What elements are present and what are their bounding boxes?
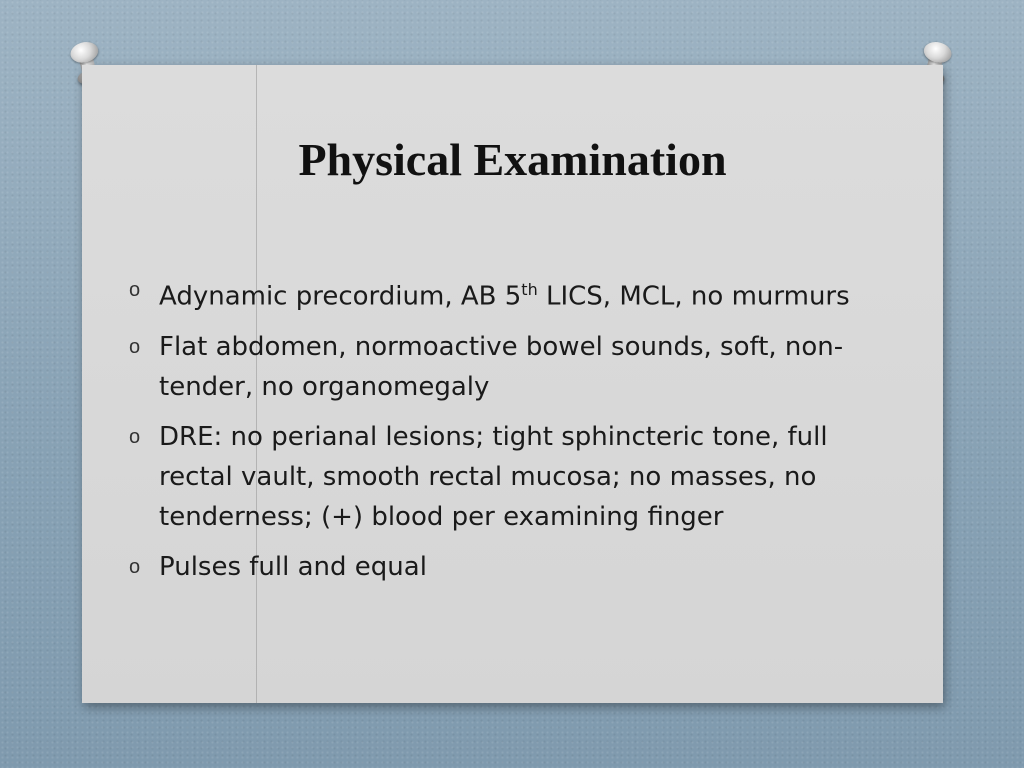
bullet-superscript: th <box>521 280 538 299</box>
bullet-marker: o <box>129 279 141 301</box>
pin-head <box>922 39 954 65</box>
bullet-text: Flat abdomen, normoactive bowel sounds, soft, non-tender, no organomegaly <box>159 331 844 402</box>
bullet-item-dre <box>125 417 885 537</box>
slide-title: Physical Examination <box>298 134 727 185</box>
bullet-marker: o <box>129 555 141 578</box>
bullet-text-after: LICS, MCL, no murmurs <box>537 281 850 312</box>
bullet-item-abdomen <box>125 327 885 407</box>
bullet-text: DRE: no perianal lesions; tight sphincteric tone, full rectal vault, smooth rectal mucosa; no masses, no tenderness; (+) blood per examining finger <box>159 421 828 532</box>
bullet-list <box>125 270 885 597</box>
bullet-text: Pulses full and equal <box>159 551 427 582</box>
bullet-marker: o <box>129 425 141 448</box>
bullet-item-precordium <box>125 270 885 317</box>
bullet-text-before: Adynamic precordium, AB 5 <box>159 281 522 312</box>
pin-head <box>68 39 100 65</box>
slide-card <box>82 65 943 703</box>
bullet-item-pulses <box>125 547 885 587</box>
bullet-marker: o <box>129 335 141 358</box>
